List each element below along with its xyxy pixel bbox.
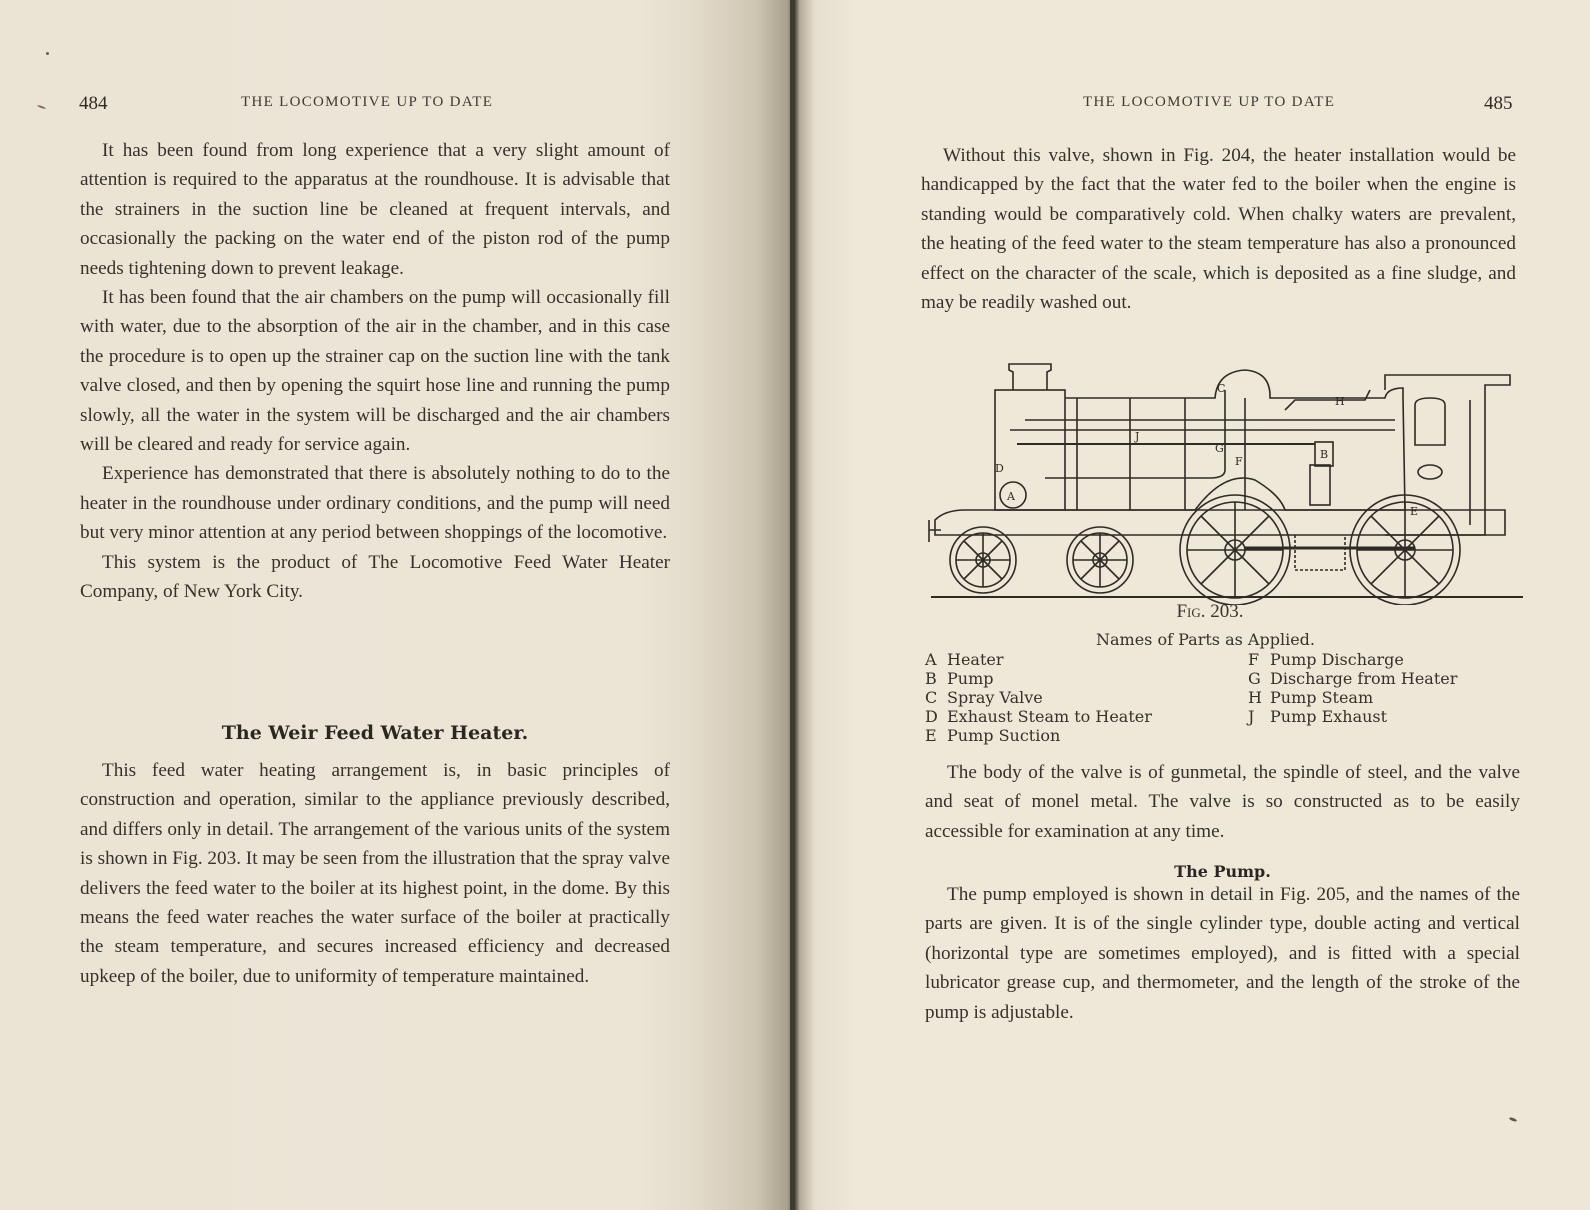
parts-list-item: F Pump Discharge xyxy=(1248,650,1404,669)
paper-speck xyxy=(37,105,46,110)
section-body xyxy=(80,756,670,991)
parts-list-item: J Pump Exhaust xyxy=(1248,707,1388,726)
parts-list-item: D Exhaust Steam to Heater xyxy=(925,707,1152,726)
page-number: 485 xyxy=(1484,93,1513,114)
svg-text:C: C xyxy=(1217,382,1226,395)
paper-speck xyxy=(1509,1117,1518,1123)
parts-list-right xyxy=(1248,650,1457,726)
book-spine xyxy=(790,0,795,1210)
running-head: THE LOCOMOTIVE UP TO DATE xyxy=(241,94,494,110)
running-head: THE LOCOMOTIVE UP TO DATE xyxy=(1083,94,1336,110)
paper-speck xyxy=(46,52,49,55)
section-title: The Pump. xyxy=(1174,862,1271,881)
page-number: 484 xyxy=(79,93,108,114)
paragraph: It has been found that the air chambers on the pump will occasionally fill with water, due to the absorption of the air in the chamber, and in this case the procedure is to open up the strainer cap on the suction line with the tank valve closed, and then by opening the squirt hose line and running the pump slowly, all the water in the system will be discharged and the air chambers will be cleared and ready for service again. xyxy=(80,287,670,456)
section-body xyxy=(925,880,1520,1027)
svg-text:B: B xyxy=(1320,448,1329,461)
svg-text:H: H xyxy=(1335,395,1345,408)
paragraph: The body of the valve is of gunmetal, the spindle of steel, and the valve and seat of monel metal. The valve is so constructed as to be easily accessible for examination at any time. xyxy=(925,762,1520,842)
paragraph: The pump employed is shown in detail in Fig. 205, and the names of the parts are given. It is of the single cylinder type, double acting and vertical (horizontal type are sometimes employed), and is fitted with a special lubricator grease cup, and thermometer, and the length of the stroke of the pump is adjustable. xyxy=(925,884,1520,1023)
paragraph: It has been found from long experience that a very slight amount of attention is required to the apparatus at the roundhouse. It is advisable that the strainers in the suction line be cleaned at frequent intervals, and occasionally the packing on the water end of the piston rod of the pump needs tightening down to prevent leakage. xyxy=(80,140,670,279)
svg-text:F: F xyxy=(1235,455,1243,468)
wheel xyxy=(1067,527,1133,593)
parts-list-item: A Heater xyxy=(925,650,1004,669)
figure-caption: Fig. 203. xyxy=(1176,601,1244,622)
parts-list-item: E Pump Suction xyxy=(925,726,1061,745)
parts-list-item: H Pump Steam xyxy=(1248,688,1374,707)
body-text xyxy=(80,136,670,607)
body-text xyxy=(921,141,1516,317)
svg-text:D: D xyxy=(995,462,1004,475)
locomotive-diagram xyxy=(925,360,1525,605)
paragraph: This system is the product of The Locomotive Feed Water Heater Company, of New York City. xyxy=(80,551,670,603)
svg-text:J: J xyxy=(1135,430,1140,443)
body-text xyxy=(925,758,1520,846)
wheel xyxy=(1180,495,1290,605)
svg-text:G: G xyxy=(1215,442,1224,455)
wheel xyxy=(950,527,1016,593)
parts-list-item: C Spray Valve xyxy=(925,688,1043,707)
parts-list-item: B Pump xyxy=(925,669,994,688)
label-a: A xyxy=(1007,490,1015,503)
paragraph: Experience has demonstrated that there is absolutely nothing to do to the heater in the roundhouse under ordinary conditions, and the pump will need but very minor attention at any period between shoppings of the locomotive. xyxy=(80,463,670,544)
parts-list-title: Names of Parts as Applied. xyxy=(1096,630,1315,649)
svg-text:E: E xyxy=(1410,505,1419,518)
wheel xyxy=(1350,495,1460,605)
paragraph: Without this valve, shown in Fig. 204, the heater installation would be handicapped by the fact that the water fed to the boiler when the engine is standing would be comparatively cold. When chalky waters are prevalent, the heating of the feed water to the steam temperature has also a pronounced effect on the character of the scale, which is deposited as a fine sludge, and may be readily washed out. xyxy=(921,145,1516,314)
section-title: The Weir Feed Water Heater. xyxy=(221,722,529,744)
parts-list-item: G Discharge from Heater xyxy=(1248,669,1458,688)
paragraph: This feed water heating arrangement is, in basic principles of construction and operation, similar to the appliance previously described, and differs only in detail. The arrangement of the various units of the system is shown in Fig. 203. It may be seen from the illustration that the spray valve delivers the feed water to the boiler at its highest point, in the dome. By this means the feed water reaches the water surface of the boiler at practically the steam temperature, and secures increased efficiency and decreased upkeep of the boiler, due to uniformity of temperature maintained. xyxy=(80,760,670,987)
parts-list-left xyxy=(925,650,1152,745)
